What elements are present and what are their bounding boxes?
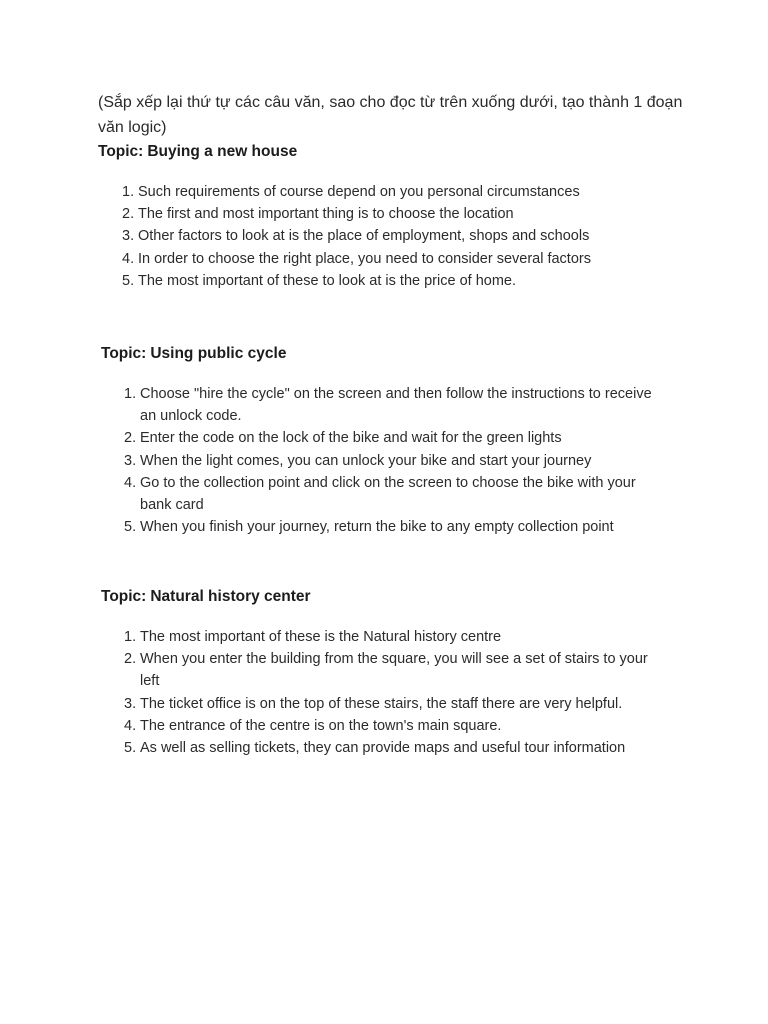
sentence-list-buying-house xyxy=(122,181,642,292)
list-item xyxy=(122,203,642,225)
list-item xyxy=(124,626,669,648)
item-text: When you enter the building from the square, you will see a set of stairs to your left xyxy=(140,651,648,690)
item-number: 1. xyxy=(124,629,137,645)
list-item xyxy=(124,383,669,427)
list-item xyxy=(124,737,669,759)
list-item xyxy=(122,181,642,203)
topic-heading-natural-history xyxy=(101,588,311,606)
item-number: 3. xyxy=(124,695,137,712)
item-text: The most important of these to look at is the price of home. xyxy=(138,272,516,289)
list-item xyxy=(122,225,642,247)
list-item xyxy=(124,450,669,472)
item-number: 3. xyxy=(124,452,137,469)
list-item xyxy=(124,472,669,516)
item-number: 4. xyxy=(124,474,137,491)
item-text: When you finish your journey, return the bike to any empty collection point xyxy=(140,519,614,536)
item-text: The entrance of the centre is on the town's main square. xyxy=(140,717,502,734)
sentence-list-natural-history xyxy=(124,626,669,759)
item-text: Enter the code on the lock of the bike and wait for the green lights xyxy=(140,430,562,447)
instruction-text: (Sắp xếp lại thứ tự các câu văn, sao cho đọc từ trên xuống dưới, tạo thành 1 đoạn văn logic) xyxy=(98,94,683,136)
topic-prefix: Topic: xyxy=(101,345,147,362)
item-number: 2. xyxy=(122,206,135,223)
item-text: Such requirements of course depend on you personal circumstances xyxy=(138,184,580,200)
item-text: Other factors to look at is the place of employment, shops and schools xyxy=(138,228,590,245)
item-number: 3. xyxy=(122,228,135,245)
sentence-list-public-cycle xyxy=(124,383,669,538)
list-item xyxy=(124,427,669,449)
item-text: When the light comes, you can unlock your bike and start your journey xyxy=(140,452,592,469)
item-text: The first and most important thing is to choose the location xyxy=(138,206,514,223)
topic-prefix: Topic: xyxy=(98,143,144,160)
item-number: 5. xyxy=(124,740,137,757)
item-number: 2. xyxy=(124,430,137,447)
list-item xyxy=(124,516,669,538)
item-number: 1. xyxy=(122,184,135,200)
list-item xyxy=(122,248,642,270)
topic-title: Buying a new house xyxy=(147,143,298,160)
list-item xyxy=(124,715,669,737)
topic-title: Using public cycle xyxy=(150,345,287,362)
topic-heading-public-cycle xyxy=(101,345,286,363)
list-item xyxy=(122,270,642,292)
item-text: As well as selling tickets, they can provide maps and useful tour information xyxy=(140,740,626,757)
list-item xyxy=(124,648,669,692)
item-text: The ticket office is on the top of these stairs, the staff there are very helpful. xyxy=(140,695,623,712)
topic-prefix: Topic: xyxy=(101,588,147,605)
item-text: In order to choose the right place, you need to consider several factors xyxy=(138,250,591,267)
list-item xyxy=(124,693,669,715)
item-text: Choose "hire the cycle" on the screen and then follow the instructions to receive an unlock code. xyxy=(140,386,652,425)
item-number: 4. xyxy=(124,717,137,734)
item-number: 4. xyxy=(122,250,135,267)
item-text: Go to the collection point and click on the screen to choose the bike with your bank card xyxy=(140,474,636,514)
item-number: 2. xyxy=(124,651,137,668)
topic-heading-buying-house xyxy=(98,143,297,161)
item-number: 5. xyxy=(124,519,137,536)
item-number: 1. xyxy=(124,386,137,402)
item-number: 5. xyxy=(122,272,135,289)
topic-title: Natural history center xyxy=(150,588,311,605)
item-text: The most important of these is the Natural history centre xyxy=(140,629,502,645)
